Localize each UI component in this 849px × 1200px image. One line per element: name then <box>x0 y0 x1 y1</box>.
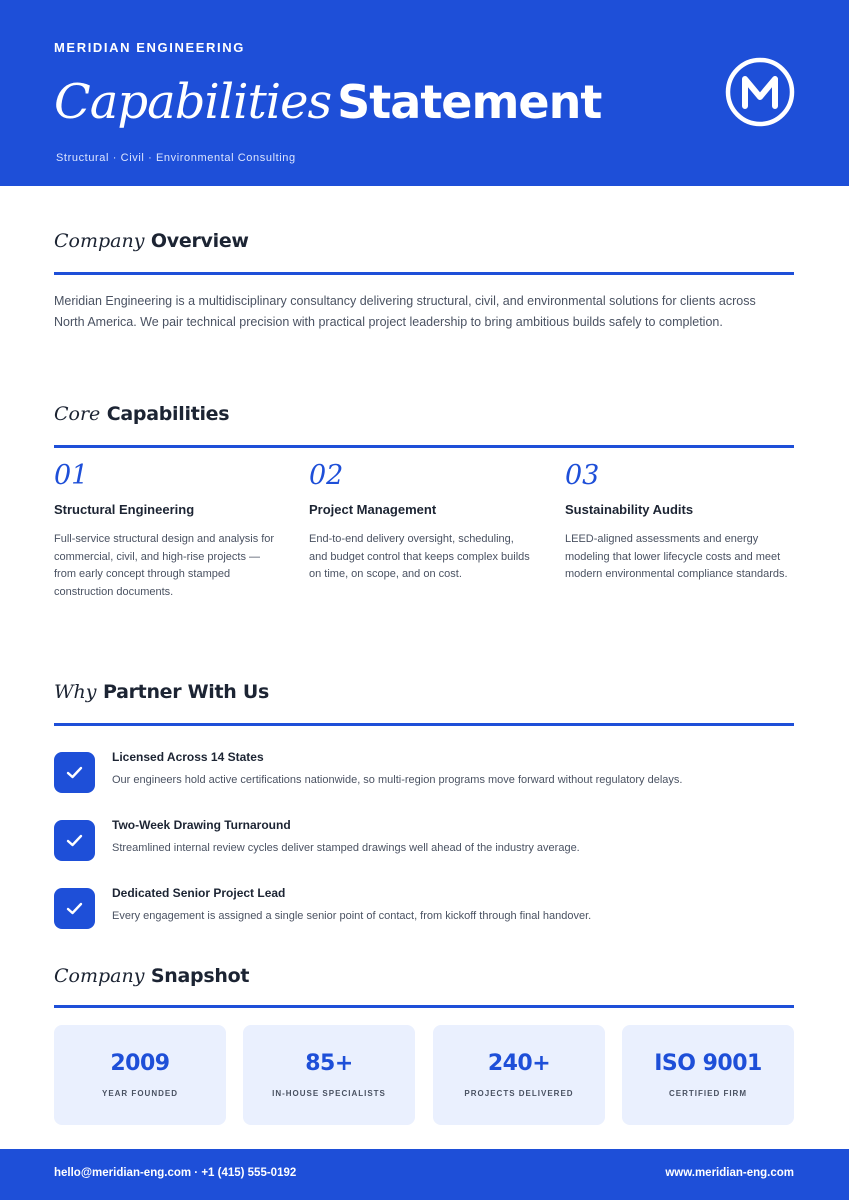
section-title-overview <box>54 230 249 252</box>
page-title-bold: Statement <box>337 75 602 129</box>
header-banner <box>0 0 849 186</box>
page-title <box>54 70 601 146</box>
benefit-item <box>54 888 794 930</box>
stat-card <box>433 1025 605 1125</box>
stat-label: IN-HOUSE SPECIALISTS <box>272 1089 386 1098</box>
section-title-italic: Company <box>54 965 145 987</box>
checkmark-icon <box>54 820 95 861</box>
brand-name: MERIDIAN ENGINEERING <box>54 40 245 55</box>
section-title-why <box>54 681 269 703</box>
capability-number: 03 <box>565 460 600 491</box>
checkmark-icon <box>54 752 95 793</box>
capability-card <box>565 460 790 584</box>
benefit-title: Two-Week Drawing Turnaround <box>112 818 291 832</box>
stat-card <box>243 1025 415 1125</box>
section-divider <box>54 445 794 448</box>
section-title-italic: Core <box>54 403 101 425</box>
stat-value: 2009 <box>110 1051 170 1076</box>
benefit-item <box>54 752 794 794</box>
capability-title: Project Management <box>309 502 437 517</box>
overview-paragraph: Meridian Engineering is a multidisciplinary consultancy delivering structural, civil, and environmental solutions for clients across North America. We pair technical precision with practical project leadership to bring ambitious builds safely to completion. <box>54 294 756 329</box>
capability-description: End-to-end delivery oversight, scheduling, and budget control that keeps complex builds on time, on scope, and on cost. <box>309 533 530 580</box>
stat-label: PROJECTS DELIVERED <box>464 1089 574 1098</box>
footer-website-link[interactable]: www.meridian-eng.com <box>665 1167 794 1179</box>
section-title-bold: Partner With Us <box>102 681 269 703</box>
capability-title: Sustainability Audits <box>565 502 694 517</box>
page-title-italic: Capabilities <box>54 74 332 130</box>
benefit-item <box>54 820 794 862</box>
section-title-italic: Company <box>54 230 145 252</box>
footer <box>0 1149 849 1200</box>
section-title-bold: Snapshot <box>150 965 250 987</box>
section-divider <box>54 1005 794 1008</box>
capability-title: Structural Engineering <box>54 502 195 517</box>
capability-description: Full-service structural design and analysis for commercial, civil, and high-rise projects — from early concept through stamped construction documents. <box>54 533 275 598</box>
section-divider <box>54 272 794 275</box>
section-title-snapshot <box>54 965 249 987</box>
capability-description: LEED-aligned assessments and energy modeling that lower lifecycle costs and meet modern environmental compliance standards. <box>565 533 788 580</box>
stat-value: ISO 9001 <box>654 1051 762 1076</box>
capability-number: 02 <box>309 460 344 491</box>
stat-value: 240+ <box>487 1051 551 1076</box>
stat-label: YEAR FOUNDED <box>101 1089 178 1098</box>
benefit-description: Our engineers hold active certifications nationwide, so multi-region programs move forward without regulatory delays. <box>112 774 683 786</box>
section-title-bold: Capabilities <box>106 403 230 425</box>
stat-value: 85+ <box>305 1051 353 1076</box>
section-divider <box>54 723 794 726</box>
tagline: Structural · Civil · Environmental Consulting <box>56 152 296 164</box>
meridian-m-logo-icon <box>725 57 795 127</box>
stat-label: CERTIFIED FIRM <box>669 1089 747 1098</box>
footer-contact[interactable]: hello@meridian-eng.com · +1 (415) 555-0192 <box>54 1167 297 1179</box>
checkmark-icon <box>54 888 95 929</box>
section-title-italic: Why <box>54 681 97 703</box>
stat-card <box>54 1025 226 1125</box>
benefit-title: Dedicated Senior Project Lead <box>112 886 286 900</box>
benefit-title: Licensed Across 14 States <box>112 750 264 764</box>
benefit-description: Every engagement is assigned a single senior point of contact, from kickoff through final handover. <box>112 910 592 922</box>
capability-card <box>54 460 279 601</box>
capability-card <box>309 460 534 584</box>
capability-number: 01 <box>54 460 89 491</box>
stat-card <box>622 1025 794 1125</box>
benefit-description: Streamlined internal review cycles deliver stamped drawings well ahead of the industry average. <box>112 842 580 854</box>
section-title-capabilities <box>54 403 229 425</box>
section-title-bold: Overview <box>150 230 249 252</box>
